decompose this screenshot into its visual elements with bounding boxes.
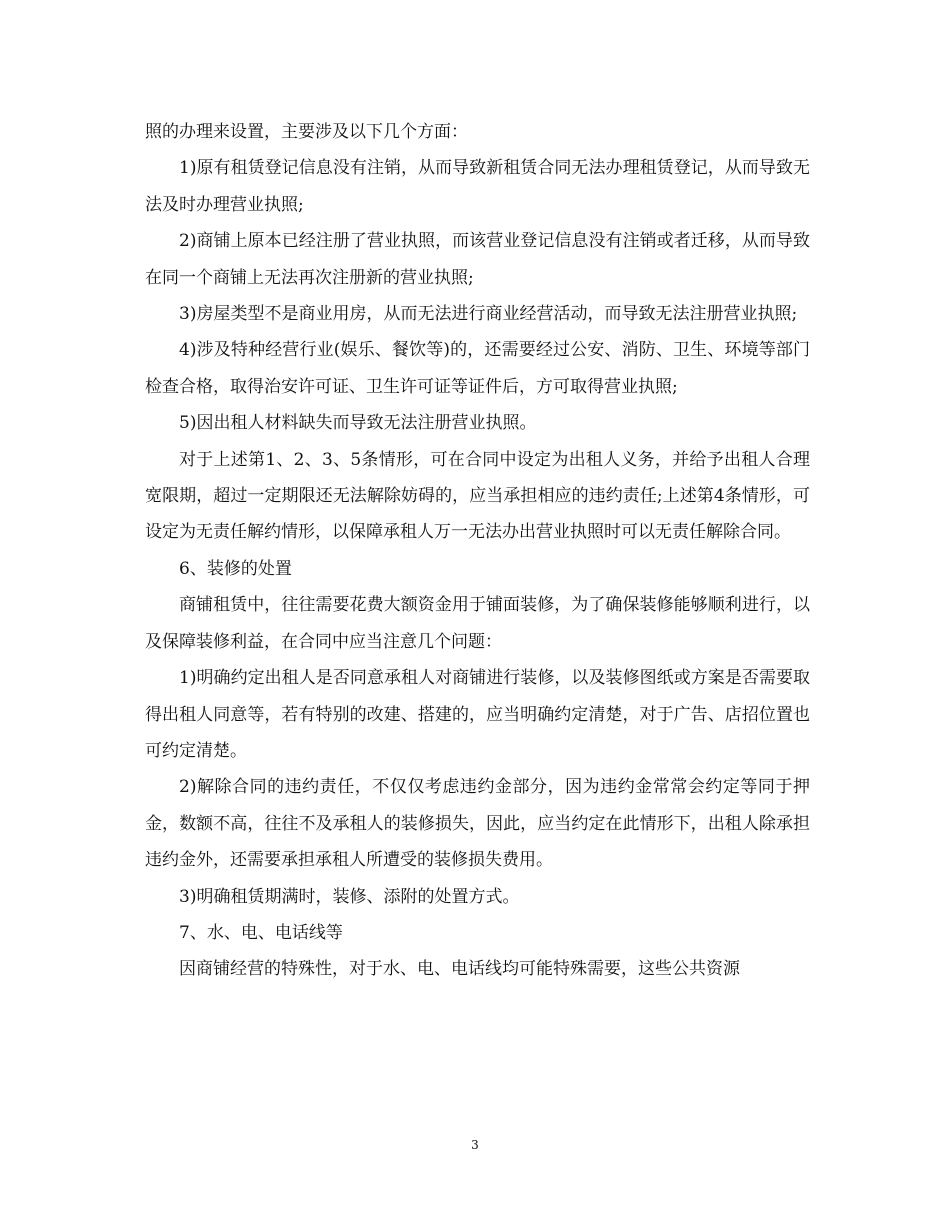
paragraph-13: 7、水、电、电话线等 — [179, 922, 343, 943]
paragraph-6: 5)因出租人材料缺失而导致无法注册营业执照。 — [179, 413, 537, 434]
paragraph-9: 商铺租赁中，往往需要花费大额资金用于铺面装修，为了确保装修能够顺利进行，以及保障装修利益，在合同中应当注意几个问题： — [145, 595, 810, 652]
paragraph-12: 3)明确租赁期满时，装修、添附的处置方式。 — [179, 886, 520, 907]
paragraph-4: 3)房屋类型不是商业用房，从而无法进行商业经营活动，而导致无法注册营业执照; — [179, 304, 798, 325]
paragraph-8: 6、装修的处置 — [179, 558, 292, 579]
document-body — [145, 114, 810, 988]
page-number: 3 — [471, 1138, 479, 1152]
paragraph-14: 因商铺经营的特殊性，对于水、电、电话线均可能特殊需要，这些公共资源 — [179, 959, 740, 980]
paragraph-7: 对于上述第1、2、3、5条情形，可在合同中设定为出租人义务，并给予出租人合理宽限期，超过一定期限还无法解除妨碍的，应当承担相应的违约责任;上述第4条情形，可设定为无责任解约情形，以保障承租人万一无法办出营业执照时可以无责任解除合同。 — [145, 449, 810, 543]
paragraph-11: 2)解除合同的违约责任，不仅仅考虑违约金部分，因为违约金常常会约定等同于押金，数额不高，往往不及承租人的装修损失，因此，应当约定在此情形下，出租人除承担违约金外，还需要承担承租人所遭受的装修损失费用。 — [145, 777, 810, 871]
paragraph-10: 1)明确约定出租人是否同意承租人对商铺进行装修，以及装修图纸或方案是否需要取得出租人同意等，若有特别的改建、搭建的，应当明确约定清楚，对于广告、店招位置也可约定清楚。 — [145, 668, 810, 761]
paragraph-2: 1)原有租赁登记信息没有注销，从而导致新租赁合同无法办理租赁登记，从而导致无法及时办理营业执照; — [145, 158, 810, 215]
paragraph-1: 照的办理来设置，主要涉及以下几个方面： — [145, 122, 468, 142]
paragraph-3: 2)商铺上原本已经注册了营业执照，而该营业登记信息没有注销或者迁移，从而导致在同一个商铺上无法再次注册新的营业执照; — [145, 231, 810, 288]
paragraph-5: 4)涉及特种经营行业(娱乐、餐饮等)的，还需要经过公安、消防、卫生、环境等部门检查合格，取得治安许可证、卫生许可证等证件后，方可取得营业执照; — [145, 340, 810, 397]
